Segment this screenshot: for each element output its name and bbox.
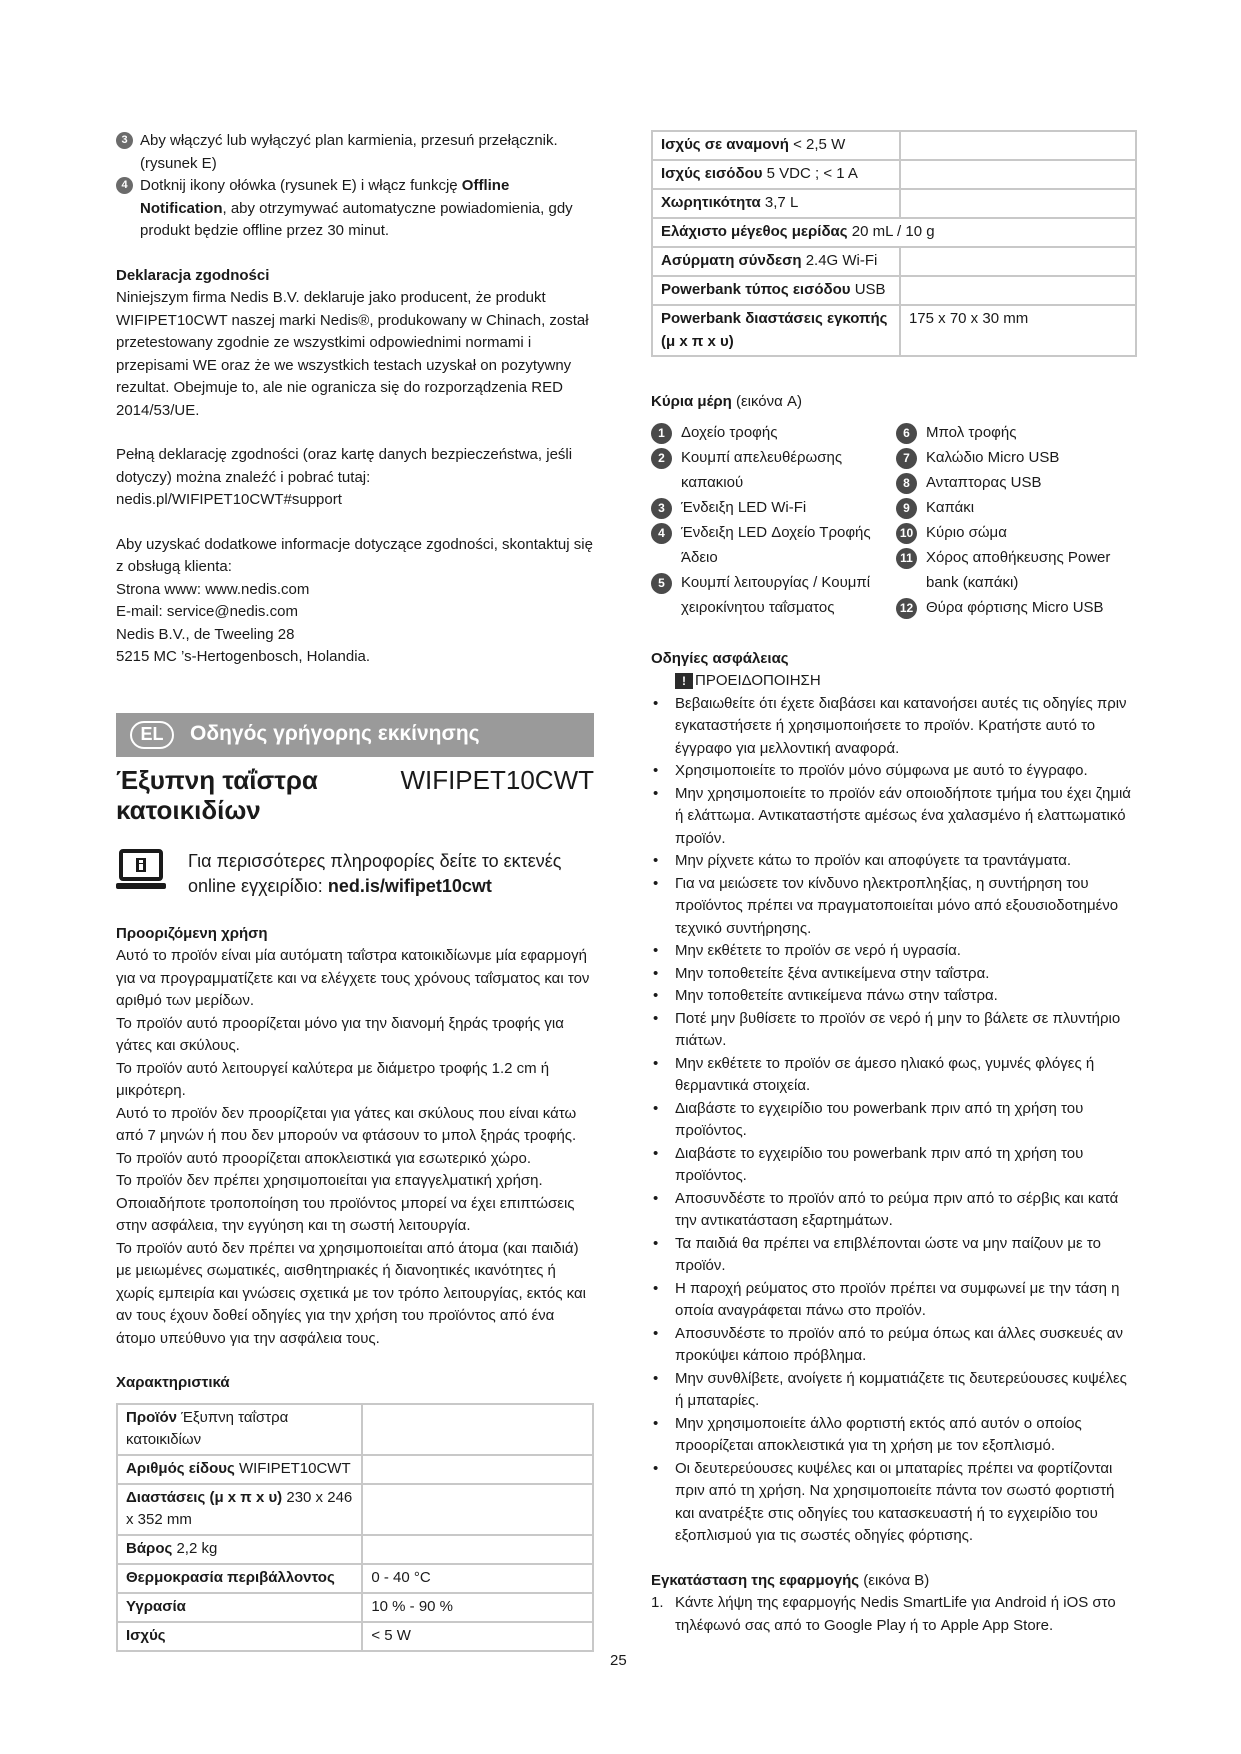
table-row: [652, 247, 1136, 276]
spec-label: Ελάχιστο μέγεθος μερίδας: [661, 223, 848, 240]
part-number: 2: [651, 448, 672, 469]
install-step: [651, 1592, 1137, 1637]
full-declaration-text: Pełną deklarację zgodności (oraz kartę danych bezpieczeństwa, jeśli dotyczy) można znaleźć i pobrać tutaj:: [116, 446, 573, 486]
part-item: [896, 445, 1141, 470]
table-row: [652, 160, 1136, 189]
step-number: 3: [116, 132, 133, 149]
spec-right-cell: [900, 160, 1136, 189]
product-title-row: [116, 765, 594, 825]
part-label: Ανταπτορας USB: [926, 473, 1042, 491]
laptop-info-icon: [116, 849, 166, 893]
install-ref: (εικόνα B): [863, 1571, 930, 1589]
part-item: [651, 445, 896, 495]
contact-website[interactable]: Strona www: www.nedis.com: [116, 580, 310, 598]
spec-label: Χωρητικότητα: [661, 194, 761, 211]
language-code-badge: EL: [130, 721, 174, 749]
list-item: • Μην συνθλίβετε, ανοίγετε ή κομματιάζετε τις δευτερεύουσες κυψέλες ή μπαταρίες.: [651, 1368, 1137, 1413]
spec-right-cell: [362, 1455, 593, 1484]
part-number: 4: [651, 523, 672, 544]
step-text-post: , aby otrzymywać automatyczne powiadomienia, gdy produkt będzie offline przez 30 minut.: [140, 199, 573, 239]
contact-email[interactable]: E-mail: service@nedis.com: [116, 603, 298, 620]
part-item: [651, 495, 896, 520]
part-label: Χόρος αποθήκευσης Power bank (καπάκι): [926, 548, 1111, 591]
list-item: • Για να μειώσετε τον κίνδυνο ηλεκτροπληξίας, η συντήρηση του προϊόντος πρέπει να πραγματοποιείται μόνο από εξουσιοδοτημένο τεχνικό συντήρησης.: [651, 873, 1137, 941]
install-step-number: 1.: [651, 1594, 664, 1611]
part-item: [651, 570, 896, 620]
part-label: Μπολ τροφής: [926, 423, 1017, 441]
product-model: WIFIPET10CWT: [400, 764, 594, 795]
part-number: 3: [651, 498, 672, 519]
list-item: • Διαβάστε το εγχειρίδιο του powerbank πριν από τη χρήση του προϊόντος.: [651, 1098, 1137, 1143]
spec-cell: [652, 131, 900, 160]
part-number: 7: [896, 448, 917, 469]
list-item: • Οι δευτερεύουσες κυψέλες και οι μπαταρίες πρέπει να φορτίζονται πριν από τη χρήση. Να χρησιμοποιείτε πάντα τον σωστό φορτιστή και ανατρέξτε στις οδηγίες του κατασκευαστή ή το εγχειρίδιο του εξοπλισμού για τις σωστές οδηγίες φόρτισης.: [651, 1458, 1137, 1548]
manual-link[interactable]: ned.is/wifipet10cwt: [327, 875, 492, 896]
list-item: • Βεβαιωθείτε ότι έχετε διαβάσει και κατανοήσει αυτές τις οδηγίες πριν εγκαταστήσετε ή χρησιμοποιήσετε το προϊόν. Κρατήστε αυτό το έγγραφο για μελλοντική αναφορά.: [651, 693, 1137, 761]
part-label: Κουμπί απελευθέρωσης καπακιού: [681, 448, 843, 491]
spec-cell: [652, 160, 900, 189]
step-item: [116, 130, 594, 175]
part-number: 12: [896, 598, 917, 619]
declaration-heading: Deklaracja zgodności: [116, 266, 270, 284]
table-row: [652, 131, 1136, 160]
spec-right-cell: [900, 247, 1136, 276]
intended-paragraph: Το προϊόν αυτό προορίζεται αποκλειστικά για εσωτερικό χώρο.: [116, 1149, 532, 1167]
main-parts-list: [651, 420, 1137, 620]
spec-value: 5 VDC ; < 1 A: [766, 165, 858, 182]
table-row: [117, 1455, 593, 1484]
part-number: 10: [896, 523, 917, 544]
left-column: [116, 130, 594, 1652]
list-item: • Αποσυνδέστε το προϊόν από το ρεύμα όπως και άλλες συσκευές αν προκύψει κάποιο πρόβλημα.: [651, 1323, 1137, 1368]
part-item: [896, 545, 1141, 595]
spec-right-cell: 0 - 40 °C: [362, 1564, 593, 1593]
safety-heading: Οδηγίες ασφάλειας: [651, 649, 789, 667]
table-row: [117, 1564, 593, 1593]
main-parts-ref: (εικόνα A): [735, 393, 802, 410]
intended-use-heading: Προοριζόμενη χρήση: [116, 924, 268, 942]
spec-right-cell: < 5 W: [362, 1622, 593, 1651]
intended-paragraph: Το προϊόν αυτό προορίζεται μόνο για την διανομή ξηράς τροφής για γάτες και σκύλους.: [116, 1014, 564, 1054]
list-item: • Μην εκθέτετε το προϊόν σε άμεσο ηλιακό φως, γυμνές φλόγες ή θερμαντικά στοιχεία.: [651, 1053, 1137, 1098]
spec-right-cell: [900, 189, 1136, 218]
install-step-text: Κάντε λήψη της εφαρμογής Nedis SmartLife για Android ή iOS στο τηλέφωνό σας από το Google Play ή το Apple App Store.: [675, 1594, 1116, 1634]
spec-label: Διαστάσεις (μ x π x υ): [126, 1488, 283, 1506]
part-number: 1: [651, 423, 672, 444]
warning-label: ΠΡΟΕΙΔΟΠΟΙΗΣΗ: [695, 672, 821, 689]
spec-cell: [652, 247, 900, 276]
step-text-pre: Dotknij ikony ołówka (rysunek E) i włącz funkcję: [140, 177, 462, 194]
table-row: [652, 305, 1136, 356]
table-row: [117, 1622, 593, 1651]
part-label: Καλώδιο Micro USB: [926, 448, 1060, 466]
features-heading: Χαρακτηριστικά: [116, 1374, 230, 1391]
intended-paragraph: Αυτό το προϊόν δεν προορίζεται για γάτες και σκύλους που είναι κάτω από 7 μηνών ή που δεν μπορούν να φτάσουν το μπολ ξηράς τροφής.: [116, 1104, 577, 1144]
table-row: [652, 189, 1136, 218]
support-url[interactable]: nedis.pl/WIFIPET10CWT#support: [116, 491, 342, 508]
table-row: [117, 1593, 593, 1622]
list-item: • Τα παιδιά θα πρέπει να επιβλέπονται ώστε να μην παίζουν με το προϊόν.: [651, 1233, 1137, 1278]
part-label: Κουμπί λειτουργίας / Κουμπί χειροκίνητου ταΐσματος: [681, 573, 871, 616]
manual-description: Για περισσότερες πληροφορίες δείτε το εκτενές online εγχειρίδιο:: [188, 850, 562, 896]
spec-value: 2.4G Wi-Fi: [805, 252, 878, 269]
spec-right-cell: 175 x 70 x 30 mm: [900, 305, 1136, 356]
spec-cell: [117, 1455, 362, 1484]
table-row: [652, 276, 1136, 305]
spec-label: Αριθμός είδους: [126, 1459, 235, 1477]
spec-label: Προϊόν: [126, 1408, 177, 1426]
polish-steps: [116, 130, 594, 243]
table-row: [117, 1484, 593, 1535]
spec-cell: [652, 305, 900, 356]
intended-paragraph: Αυτό το προϊόν είναι μία αυτόματη ταΐστρα κατοικιδίωνμε μία εφαρμογή για να προγραμματίζετε και να ελέγχετε τους χρόνους ταΐσματος και τον αριθμό των μερίδων.: [116, 947, 590, 1009]
spec-value: < 2,5 W: [793, 136, 846, 153]
spec-value: 2,2 kg: [176, 1539, 218, 1557]
part-number: 6: [896, 423, 917, 444]
list-item: • Ποτέ μην βυθίσετε το προϊόν σε νερό ή μην το βάλετε σε πλυντήριο πιάτων.: [651, 1008, 1137, 1053]
spec-cell: [652, 189, 900, 218]
product-title: Έξυπνη ταΐστρα κατοικιδίων: [116, 764, 318, 825]
part-item: [896, 470, 1141, 495]
intended-paragraph: Το προϊόν δεν πρέπει χρησιμοποιείται για επαγγελματική χρήση.: [116, 1172, 543, 1189]
install-steps: [651, 1592, 1137, 1637]
spec-right-cell: [362, 1404, 593, 1455]
part-label: Δοχείο τροφής: [681, 423, 778, 441]
list-item: • Μην τοποθετείτε ξένα αντικείμενα στην ταΐστρα.: [651, 963, 1137, 986]
table-row: [117, 1404, 593, 1455]
spec-cell: [117, 1535, 362, 1564]
spec-right-cell: [900, 276, 1136, 305]
table-row: [652, 218, 1136, 247]
spec-label: Ισχύς εισόδου: [661, 165, 763, 182]
step-item: [116, 175, 594, 243]
spec-value: USB: [854, 281, 886, 298]
part-item: [896, 595, 1141, 620]
spec-label: Ισχύς σε αναμονή: [661, 136, 789, 153]
spec-cell: [652, 276, 900, 305]
spec-right-cell: [362, 1484, 593, 1535]
part-number: 9: [896, 498, 917, 519]
warning-row: [651, 670, 1137, 693]
install-heading-row: [651, 1570, 1137, 1593]
specs-table-continued: [651, 130, 1137, 357]
spec-label: Βάρος: [126, 1539, 173, 1557]
list-item: • Μην εκθέτετε το προϊόν σε νερό ή υγρασία.: [651, 940, 1137, 963]
spec-label: Υγρασία: [126, 1597, 186, 1615]
declaration-text: Niniejszym firma Nedis B.V. deklaruje jako producent, że produkt WIFIPET10CWT naszej marki Nedis®, produkowany w Chinach, został przetestowany zgodnie ze wszystkimi odpowiednimi normami i przepisami WE oraz że we wszystkich testach uzyskał on pozytywny rezultat. Obejmuje to, ale nie ogranicza się do rozporządzenia RED 2014/53/UE.: [116, 289, 589, 419]
spec-value: Έξυπνη ταΐστρα κατοικιδίων: [126, 1408, 289, 1448]
part-item: [651, 420, 896, 445]
contact-address-street: Nedis B.V., de Tweeling 28: [116, 625, 295, 643]
list-item: • Η παροχή ρεύματος στο προϊόν πρέπει να συμφωνεί με την τάση η οποία αναγράφεται πάνω στο προϊόν.: [651, 1278, 1137, 1323]
spec-cell: [652, 218, 1136, 247]
list-item: • Μην χρησιμοποιείτε το προϊόν εάν οποιοδήποτε τμήμα του έχει ζημιά ή ελάττωμα. Αντικαταστήστε αμέσως ένα χαλασμένο ή ελαττωματικό προϊόν.: [651, 783, 1137, 851]
online-manual-text: [188, 849, 594, 899]
spec-value: 20 mL / 10 g: [851, 223, 935, 240]
part-label: Κύριο σώμα: [926, 523, 1007, 541]
part-item: [896, 495, 1141, 520]
spec-cell: [117, 1564, 362, 1593]
part-label: Ένδειξη LED Δοχείο Τροφής Άδειο: [681, 523, 871, 566]
list-item: • Μην χρησιμοποιείτε άλλο φορτιστή εκτός από αυτόν ο οποίος προορίζεται αποκλειστικά για τη χρήση με τον εξοπλισμό.: [651, 1413, 1137, 1458]
right-column: [651, 130, 1137, 1637]
spec-cell: [117, 1404, 362, 1455]
spec-label: Powerbank διαστάσεις εγκοπής (μ x π x υ): [661, 310, 888, 350]
warning-icon: !: [675, 673, 693, 689]
safety-list: [651, 693, 1137, 1548]
part-item: [896, 520, 1141, 545]
part-number: 8: [896, 473, 917, 494]
part-item: [651, 520, 896, 570]
language-section-title: Οδηγός γρήγορης εκκίνησης: [190, 722, 480, 746]
contact-address-city: 5215 MC ’s-Hertogenbosch, Holandia.: [116, 648, 371, 665]
list-item: • Μην τοποθετείτε αντικείμενα πάνω στην ταΐστρα.: [651, 985, 1137, 1008]
part-item: [896, 420, 1141, 445]
features-table: [116, 1403, 594, 1652]
part-label: Ένδειξη LED Wi-Fi: [681, 498, 807, 516]
intended-paragraph: Το προϊόν αυτό δεν πρέπει να χρησιμοποιείται από άτομα (και παιδιά) με μειωμένες σωματικές, αισθητηριακές ή διανοητικές ικανότητες ή χωρίς εμπειρία και γνώσεις σχετικά με τον τρόπο λειτουργίας, εκτός και αν τους έχουν δοθεί οδηγίες για την χρήση του προϊόντος από ένα άτομο υπεύθυνο για την ασφάλεια τους.: [116, 1239, 586, 1347]
main-parts-heading: Κύρια μέρη: [651, 393, 732, 410]
intended-paragraph: Το προϊόν αυτό λειτουργεί καλύτερα με διάμετρο τροφής 1.2 cm ή μικρότερη.: [116, 1059, 550, 1099]
part-number: 5: [651, 573, 672, 594]
spec-value: 230 x 246 x 352 mm: [126, 1488, 353, 1528]
list-item: • Αποσυνδέστε το προϊόν από το ρεύμα πριν από το σέρβις και κατά την αντικατάσταση εξαρτημάτων.: [651, 1188, 1137, 1233]
table-row: [117, 1535, 593, 1564]
contact-intro: Aby uzyskać dodatkowe informacje dotyczące zgodności, skontaktuj się z obsługą klienta:: [116, 535, 593, 575]
part-label: Καπάκι: [926, 498, 975, 516]
spec-right-cell: [900, 131, 1136, 160]
list-item: • Χρησιμοποιείτε το προϊόν μόνο σύμφωνα με αυτό το έγγραφο.: [651, 760, 1137, 783]
spec-cell: [117, 1484, 362, 1535]
spec-cell: [117, 1593, 362, 1622]
step-number: 4: [116, 177, 133, 194]
step-text-bold: Offline Notification: [140, 177, 510, 217]
online-manual-row: [116, 849, 594, 899]
spec-cell: [117, 1622, 362, 1651]
spec-value: WIFIPET10CWT: [238, 1459, 351, 1477]
main-parts-heading-row: [651, 391, 1137, 414]
spec-right-cell: 10 % - 90 %: [362, 1593, 593, 1622]
part-label: Θύρα φόρτισης Micro USB: [926, 598, 1104, 616]
spec-right-cell: [362, 1535, 593, 1564]
install-heading: Εγκατάσταση της εφαρμογής: [651, 1571, 860, 1589]
spec-label: Ισχύς: [126, 1626, 166, 1644]
list-item: • Διαβάστε το εγχειρίδιο του powerbank πριν από τη χρήση του προϊόντος.: [651, 1143, 1137, 1188]
intended-paragraph: Οποιαδήποτε τροποποίηση του προϊόντος μπορεί να έχει επιπτώσεις στην ασφάλεια, την εγγύηση και τη σωστή λειτουργία.: [116, 1194, 575, 1234]
page-number: 25: [610, 1652, 627, 1669]
spec-label: Θερμοκρασία περιβάλλοντος: [126, 1568, 335, 1586]
spec-label: Ασύρματη σύνδεση: [661, 252, 802, 269]
spec-label: Powerbank τύπος εισόδου: [661, 281, 851, 298]
spec-value: 3,7 L: [764, 194, 799, 211]
part-number: 11: [896, 548, 917, 569]
list-item: • Μην ρίχνετε κάτω το προϊόν και αποφύγετε τα τραντάγματα.: [651, 850, 1137, 873]
language-section-bar: [116, 713, 594, 757]
step-text: Aby włączyć lub wyłączyć plan karmienia, przesuń przełącznik. (rysunek E): [140, 132, 558, 172]
